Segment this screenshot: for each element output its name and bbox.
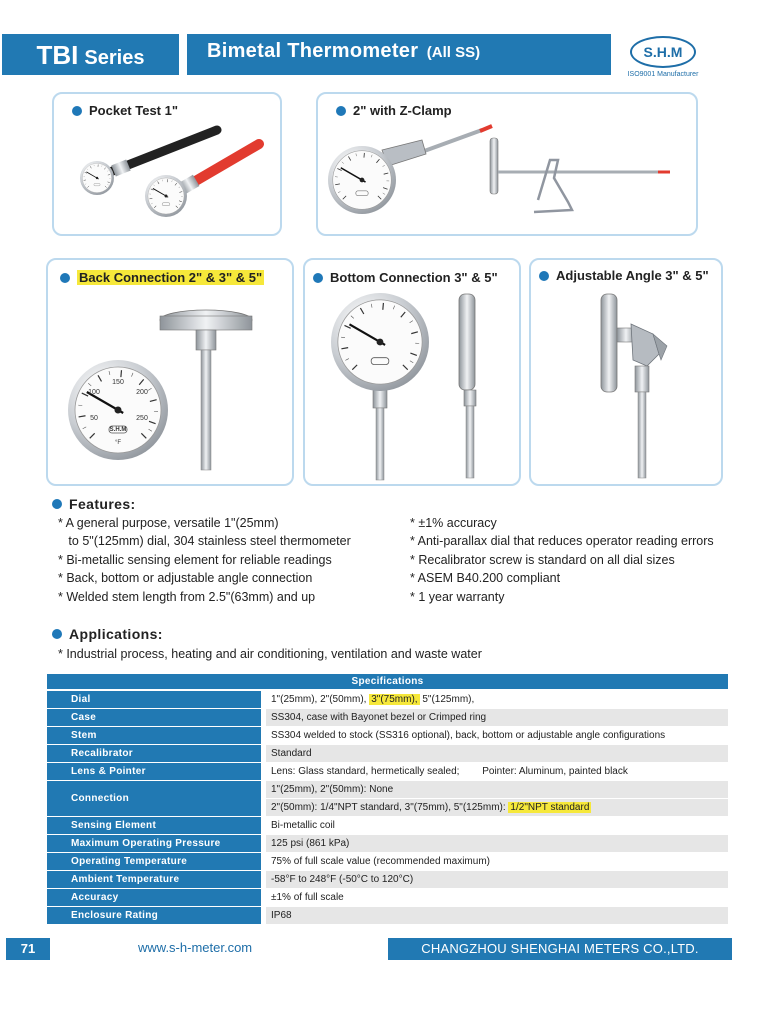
spec-value: Lens: Glass standard, hermetically sealed; Pointer: Aluminum, painted black [271, 766, 628, 777]
feature-item: * Back, bottom or adjustable angle connection [58, 571, 313, 586]
bullet-icon [52, 629, 62, 639]
dial-tick-label: 100 [88, 389, 100, 396]
features-list-left [58, 514, 351, 606]
spec-row-ambient-temp [47, 871, 728, 888]
page-number: 71 [6, 938, 50, 960]
product-card-adjustable-angle [529, 258, 723, 486]
applications-text: * Industrial process, heating and air conditioning, ventilation and waste water [58, 647, 482, 661]
series-label: Series [84, 47, 145, 69]
spec-row-sensing-element [47, 817, 728, 834]
product-title: Back Connection 2" & 3" & 5" [60, 270, 264, 285]
spec-value: 1"(25mm), 2"(50mm): None 2"(50mm): 1/4"NPT standard, 3"(75mm), 5"(125mm): 1/2"NPT standard [266, 781, 728, 816]
spec-value: -58°F to 248°F (-50°C to 120°C) [266, 871, 728, 888]
spec-value: SS304, case with Bayonet bezel or Crimped ring [266, 709, 728, 726]
spec-row-stem [47, 727, 728, 744]
spec-row-accuracy [47, 889, 728, 906]
series-code: TBI [36, 40, 79, 70]
bullet-icon [72, 106, 82, 116]
spec-value: Bi-metallic coil [271, 820, 335, 831]
spec-label: Maximum Operating Pressure [47, 835, 261, 852]
spec-row-max-pressure [47, 835, 728, 852]
specifications-header: Specifications [47, 674, 728, 689]
spec-label: Operating Temperature [47, 853, 261, 870]
product-card-bottom-connection [303, 258, 521, 486]
dial-tick-label: 250 [136, 415, 148, 422]
spec-label: Stem [47, 727, 261, 744]
logo-subtitle: ISO9001 Manufacturer [627, 71, 699, 78]
bullet-icon [539, 271, 549, 281]
spec-label: Dial [47, 691, 261, 708]
spec-row-lens-pointer [47, 763, 728, 780]
pocket-thermometer-image [69, 124, 269, 234]
dial-brand: S.H.M [109, 427, 127, 433]
dial-tick-label: 50 [90, 415, 98, 422]
bullet-icon [336, 106, 346, 116]
feature-item: * Anti-parallax dial that reduces operator reading errors [410, 534, 714, 549]
spec-value: Standard [266, 745, 728, 762]
spec-row-recalibrator [47, 745, 728, 762]
spec-row-dial [47, 691, 728, 708]
product-title: Bottom Connection 3" & 5" [313, 270, 498, 285]
spec-row-enclosure [47, 907, 728, 924]
bottom-connection-thermometer-image [309, 292, 519, 484]
dial-tick-label: 200 [136, 389, 148, 396]
company-logo [620, 36, 706, 78]
highlighted-value: 1/2"NPT standard [510, 802, 590, 813]
spec-value: 125 psi (861 kPa) [266, 835, 728, 852]
page-title: Bimetal Thermometer [207, 40, 419, 62]
back-connection-thermometer-image [56, 296, 290, 482]
spec-label: Accuracy [47, 889, 261, 906]
bullet-icon [60, 273, 70, 283]
spec-label: Connection [47, 781, 261, 816]
spec-label: Recalibrator [47, 745, 261, 762]
spec-label: Enclosure Rating [47, 907, 261, 924]
feature-item: * Welded stem length from 2.5"(63mm) and up [58, 589, 316, 604]
company-name-banner: CHANGZHOU SHENGHAI METERS CO.,LTD. [388, 938, 732, 960]
features-list-right [410, 514, 714, 606]
product-card-z-clamp [316, 92, 698, 236]
highlighted-value: 3"(75mm), [371, 694, 418, 705]
spec-value: IP68 [266, 907, 728, 924]
feature-item: * ASEM B40.200 compliant [410, 571, 561, 586]
product-card-back-connection [46, 258, 294, 486]
feature-item: * A general purpose, versatile 1"(25mm) [58, 516, 279, 530]
dial-unit: °F [114, 440, 122, 446]
z-clamp-thermometer-image [322, 120, 694, 234]
dial-tick-label: 150 [112, 379, 124, 386]
feature-item: * 1 year warranty [410, 589, 505, 604]
spec-row-case [47, 709, 728, 726]
spec-value: 1"(25mm), 2"(50mm), 3"(75mm), 5"(125mm), [271, 694, 475, 705]
spec-row-connection [47, 781, 728, 816]
website-link[interactable]: www.s-h-meter.com [138, 940, 253, 955]
product-card-pocket-test [52, 92, 282, 236]
bullet-icon [313, 273, 323, 283]
product-title: Adjustable Angle 3" & 5" [539, 268, 709, 283]
spec-value: 75% of full scale value (recommended maximum) [271, 856, 490, 867]
spec-label: Ambient Temperature [47, 871, 261, 888]
applications-heading: Applications: [52, 626, 163, 642]
feature-item: to 5"(125mm) dial, 304 stainless steel thermometer [58, 534, 351, 549]
adjustable-angle-thermometer-image [535, 290, 721, 484]
features-heading: Features: [52, 496, 136, 512]
spec-label: Sensing Element [47, 817, 261, 834]
feature-item: * Recalibrator screw is standard on all dial sizes [410, 552, 675, 567]
page-subtitle: (All SS) [426, 44, 481, 61]
feature-item: * Bi-metallic sensing element for reliable readings [58, 552, 332, 567]
spec-value: ±1% of full scale [271, 892, 344, 903]
series-banner [2, 34, 179, 75]
logo-mark: S.H.M [630, 36, 696, 68]
feature-item: * ±1% accuracy [410, 516, 497, 530]
product-title: Pocket Test 1" [72, 103, 178, 118]
title-banner [187, 34, 611, 75]
spec-label: Lens & Pointer [47, 763, 261, 780]
spec-label: Case [47, 709, 261, 726]
spec-row-operating-temp [47, 853, 728, 870]
spec-value: SS304 welded to stock (SS316 optional), back, bottom or adjustable angle configurations [271, 730, 666, 741]
bullet-icon [52, 499, 62, 509]
product-title: 2" with Z-Clamp [336, 103, 452, 118]
